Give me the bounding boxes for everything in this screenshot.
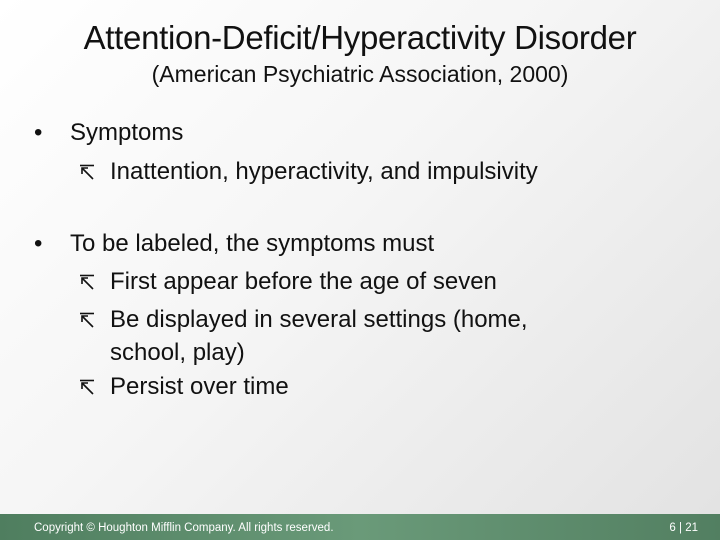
sub-bullet-item — [79, 303, 599, 369]
bullet-label: To be labeled, the symptoms must — [70, 230, 435, 257]
sub-bullet-item — [79, 265, 679, 298]
sub-bullet-item — [79, 155, 679, 188]
copyright-text: Copyright © Houghton Mifflin Company. All rights reserved. — [34, 522, 334, 534]
sub-bullet-text: Be displayed in several settings (home, school, play) — [110, 306, 528, 366]
bullet-label: Symptoms — [70, 119, 184, 146]
sub-bullet-text: Inattention, hyperactivity, and impulsivity — [110, 158, 538, 185]
slide-subtitle: (American Psychiatric Association, 2000) — [151, 61, 569, 87]
arrow-up-left-icon — [79, 274, 95, 290]
slide-title: Attention-Deficit/Hyperactivity Disorder — [83, 19, 637, 56]
arrow-up-left-icon — [79, 312, 95, 328]
arrow-up-left-icon — [79, 379, 95, 395]
footer-bar — [0, 514, 720, 540]
sub-bullet-item — [79, 370, 679, 403]
sub-bullet-text: Persist over time — [110, 373, 289, 400]
sub-bullet-text: First appear before the age of seven — [110, 268, 497, 295]
bullet-dot: • — [34, 119, 43, 146]
arrow-up-left-icon — [79, 164, 95, 180]
page-number: 6 | 21 — [669, 522, 698, 534]
bullet-dot: • — [34, 230, 43, 257]
bullet-labeled — [34, 229, 434, 259]
bullet-symptoms — [34, 118, 183, 148]
